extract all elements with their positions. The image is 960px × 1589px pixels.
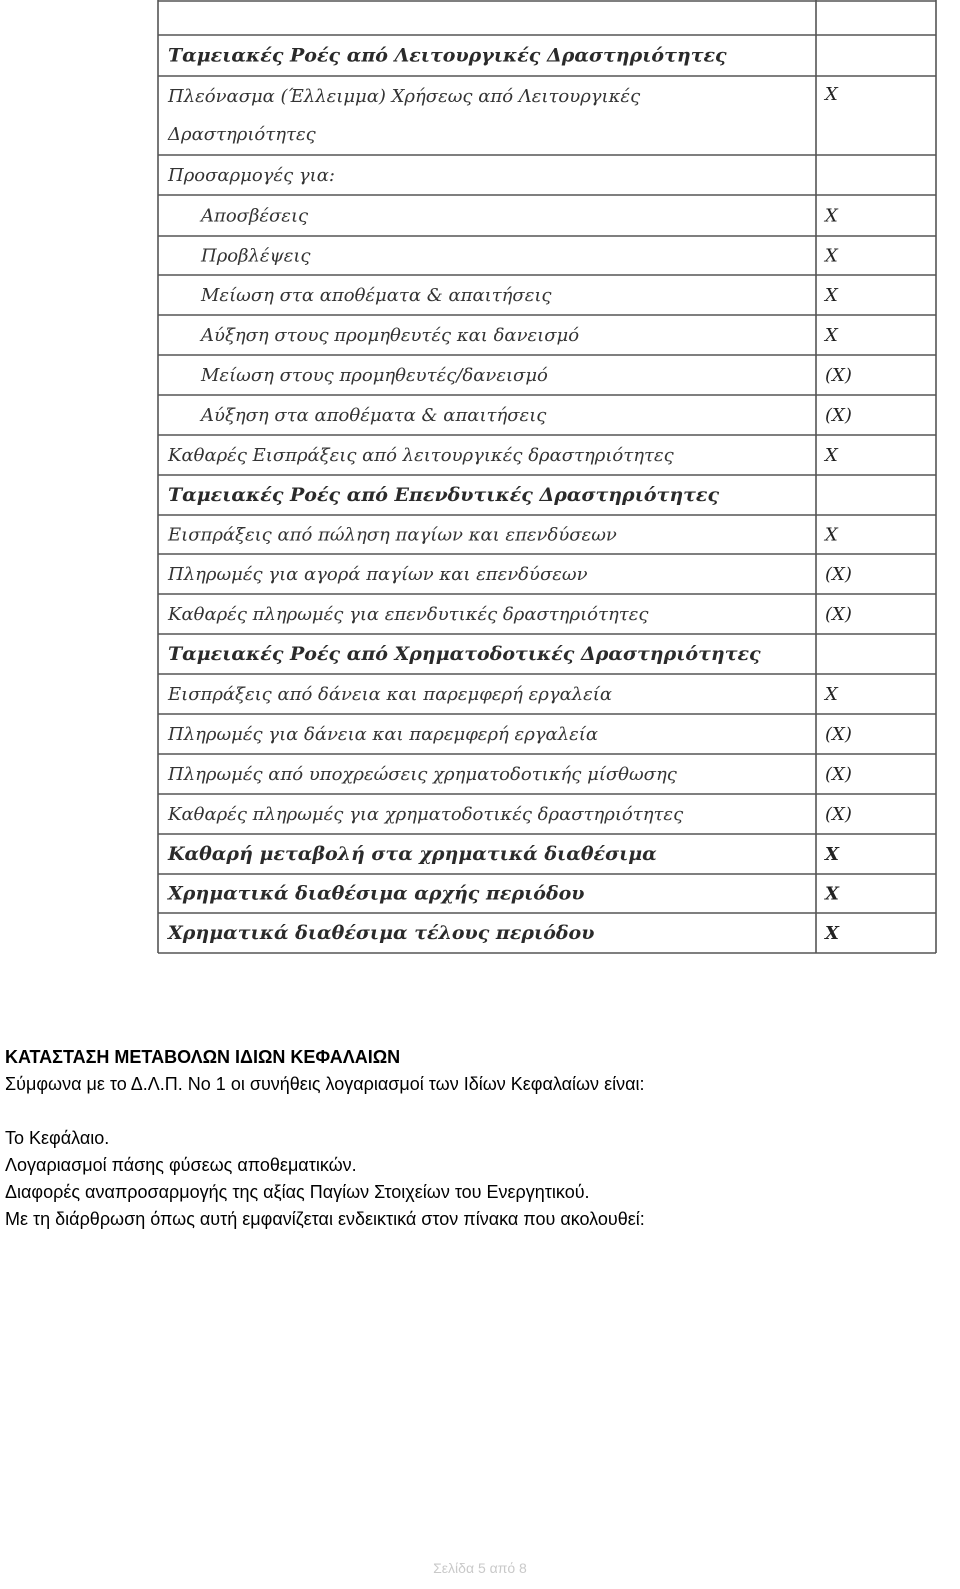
- cash-flow-row-label: Πλεόνασμα (Έλλειμμα) Χρήσεως από Λειτουργικές: [168, 86, 641, 107]
- cash-flow-row-mark: X: [825, 923, 839, 944]
- cash-flow-row-label: Ταμειακές Ροές από Επενδυτικές Δραστηριότητες: [168, 484, 720, 506]
- cash-flow-row-label: Αύξηση στους προμηθευτές και δανεισμό: [201, 325, 580, 346]
- cash-flow-row-label: Αύξηση στα αποθέματα & απαιτήσεις: [201, 405, 547, 426]
- cash-flow-row-mark: X: [825, 883, 839, 905]
- cash-flow-row-label: Καθαρές πληρωμές για χρηματοδοτικές δραστηριότητες: [168, 804, 684, 825]
- cash-flow-row-mark: (X): [825, 764, 852, 785]
- cash-flow-row-label: Καθαρή μεταβολή στα χρηματικά διαθέσιμα: [168, 843, 657, 865]
- cash-flow-row-label: Ταμειακές Ροές από Χρηματοδοτικές Δραστηριότητες: [168, 643, 761, 665]
- cash-flow-row-label-cont: Δραστηριότητες: [168, 124, 316, 145]
- cash-flow-row-mark: X: [825, 325, 838, 346]
- equity-item-revaluation: Διαφορές αναπροσαρμογής της αξίας Παγίων Στοιχείων του Ενεργητικού.: [5, 1182, 590, 1202]
- cash-flow-row-mark: (X): [825, 724, 852, 745]
- cash-flow-row-label: Καθαρές πληρωμές για επενδυτικές δραστηριότητες: [168, 604, 649, 625]
- cash-flow-row-mark: (X): [825, 365, 852, 386]
- cash-flow-row-label: Πληρωμές για δάνεια και παρεμφερή εργαλεία: [168, 724, 598, 745]
- cash-flow-row-label: Εισπράξεις από πώληση παγίων και επενδύσεων: [168, 524, 617, 546]
- cash-flow-row-mark: X: [825, 285, 838, 306]
- cash-flow-row-label: Εισπράξεις από δάνεια και παρεμφερή εργαλεία: [168, 684, 613, 705]
- cash-flow-row-mark: X: [825, 84, 838, 105]
- cash-flow-row-mark: X: [825, 245, 838, 267]
- scanned-table-image: [157, 0, 948, 960]
- equity-changes-section: [5, 1044, 945, 1233]
- cash-flow-row-label: Καθαρές Εισπράξεις από λειτουργικές δραστηριότητες: [168, 445, 674, 466]
- cash-flow-row-label: Πληρωμές από υποχρεώσεις χρηματοδοτικής μίσθωσης: [168, 764, 677, 785]
- equity-item-reserves: Λογαριασμοί πάσης φύσεως αποθεματικών.: [5, 1155, 357, 1175]
- cash-flow-row-mark: (X): [825, 604, 852, 625]
- cash-flow-row-label: Χρηματικά διαθέσιμα τέλους περιόδου: [168, 922, 595, 944]
- page-number: Σελίδα 5 από 8: [433, 1560, 527, 1576]
- cash-flow-row-mark: X: [825, 445, 838, 466]
- intro-text: Σύμφωνα με το Δ.Λ.Π. Νο 1 οι συνήθεις λογαριασμοί των Ιδίων Κεφαλαίων είναι:: [5, 1074, 645, 1094]
- cash-flow-row-mark: (X): [825, 804, 852, 825]
- cash-flow-row-mark: X: [825, 524, 838, 546]
- section-heading: ΚΑΤΑΣΤΑΣΗ ΜΕΤΑΒΟΛΩΝ ΙΔΙΩΝ ΚΕΦΑΛΑΙΩΝ: [5, 1047, 401, 1067]
- cash-flow-row-label: Προσαρμογές για:: [168, 165, 335, 186]
- cash-flow-row-mark: X: [825, 844, 839, 865]
- cash-flow-row-label: Μείωση στους προμηθευτές/δανεισμό: [201, 365, 548, 386]
- cash-flow-row-label: Χρηματικά διαθέσιμα αρχής περιόδου: [168, 882, 585, 905]
- cash-flow-row-mark: X: [825, 684, 838, 705]
- cash-flow-row-label: Μείωση στα αποθέματα & απαιτήσεις: [201, 285, 552, 306]
- equity-item-capital: Το Κεφάλαιο.: [5, 1128, 110, 1148]
- cash-flow-row-mark: (X): [825, 564, 852, 585]
- cash-flow-row-mark: (X): [825, 405, 852, 426]
- cash-flow-row-label: Πληρωμές για αγορά παγίων και επενδύσεων: [168, 564, 588, 585]
- cash-flow-row-label: Προβλέψεις: [201, 245, 311, 267]
- table-intro-text: Με τη διάρθρωση όπως αυτή εμφανίζεται ενδεικτικά στον πίνακα που ακολουθεί:: [5, 1209, 645, 1229]
- cash-flow-row-mark: X: [825, 205, 838, 227]
- cash-flow-row-label: Αποσβέσεις: [201, 205, 309, 227]
- cash-flow-row-label: Ταμειακές Ροές από Λειτουργικές Δραστηριότητες: [168, 44, 727, 67]
- scanned-cash-flow-table: [157, 0, 948, 960]
